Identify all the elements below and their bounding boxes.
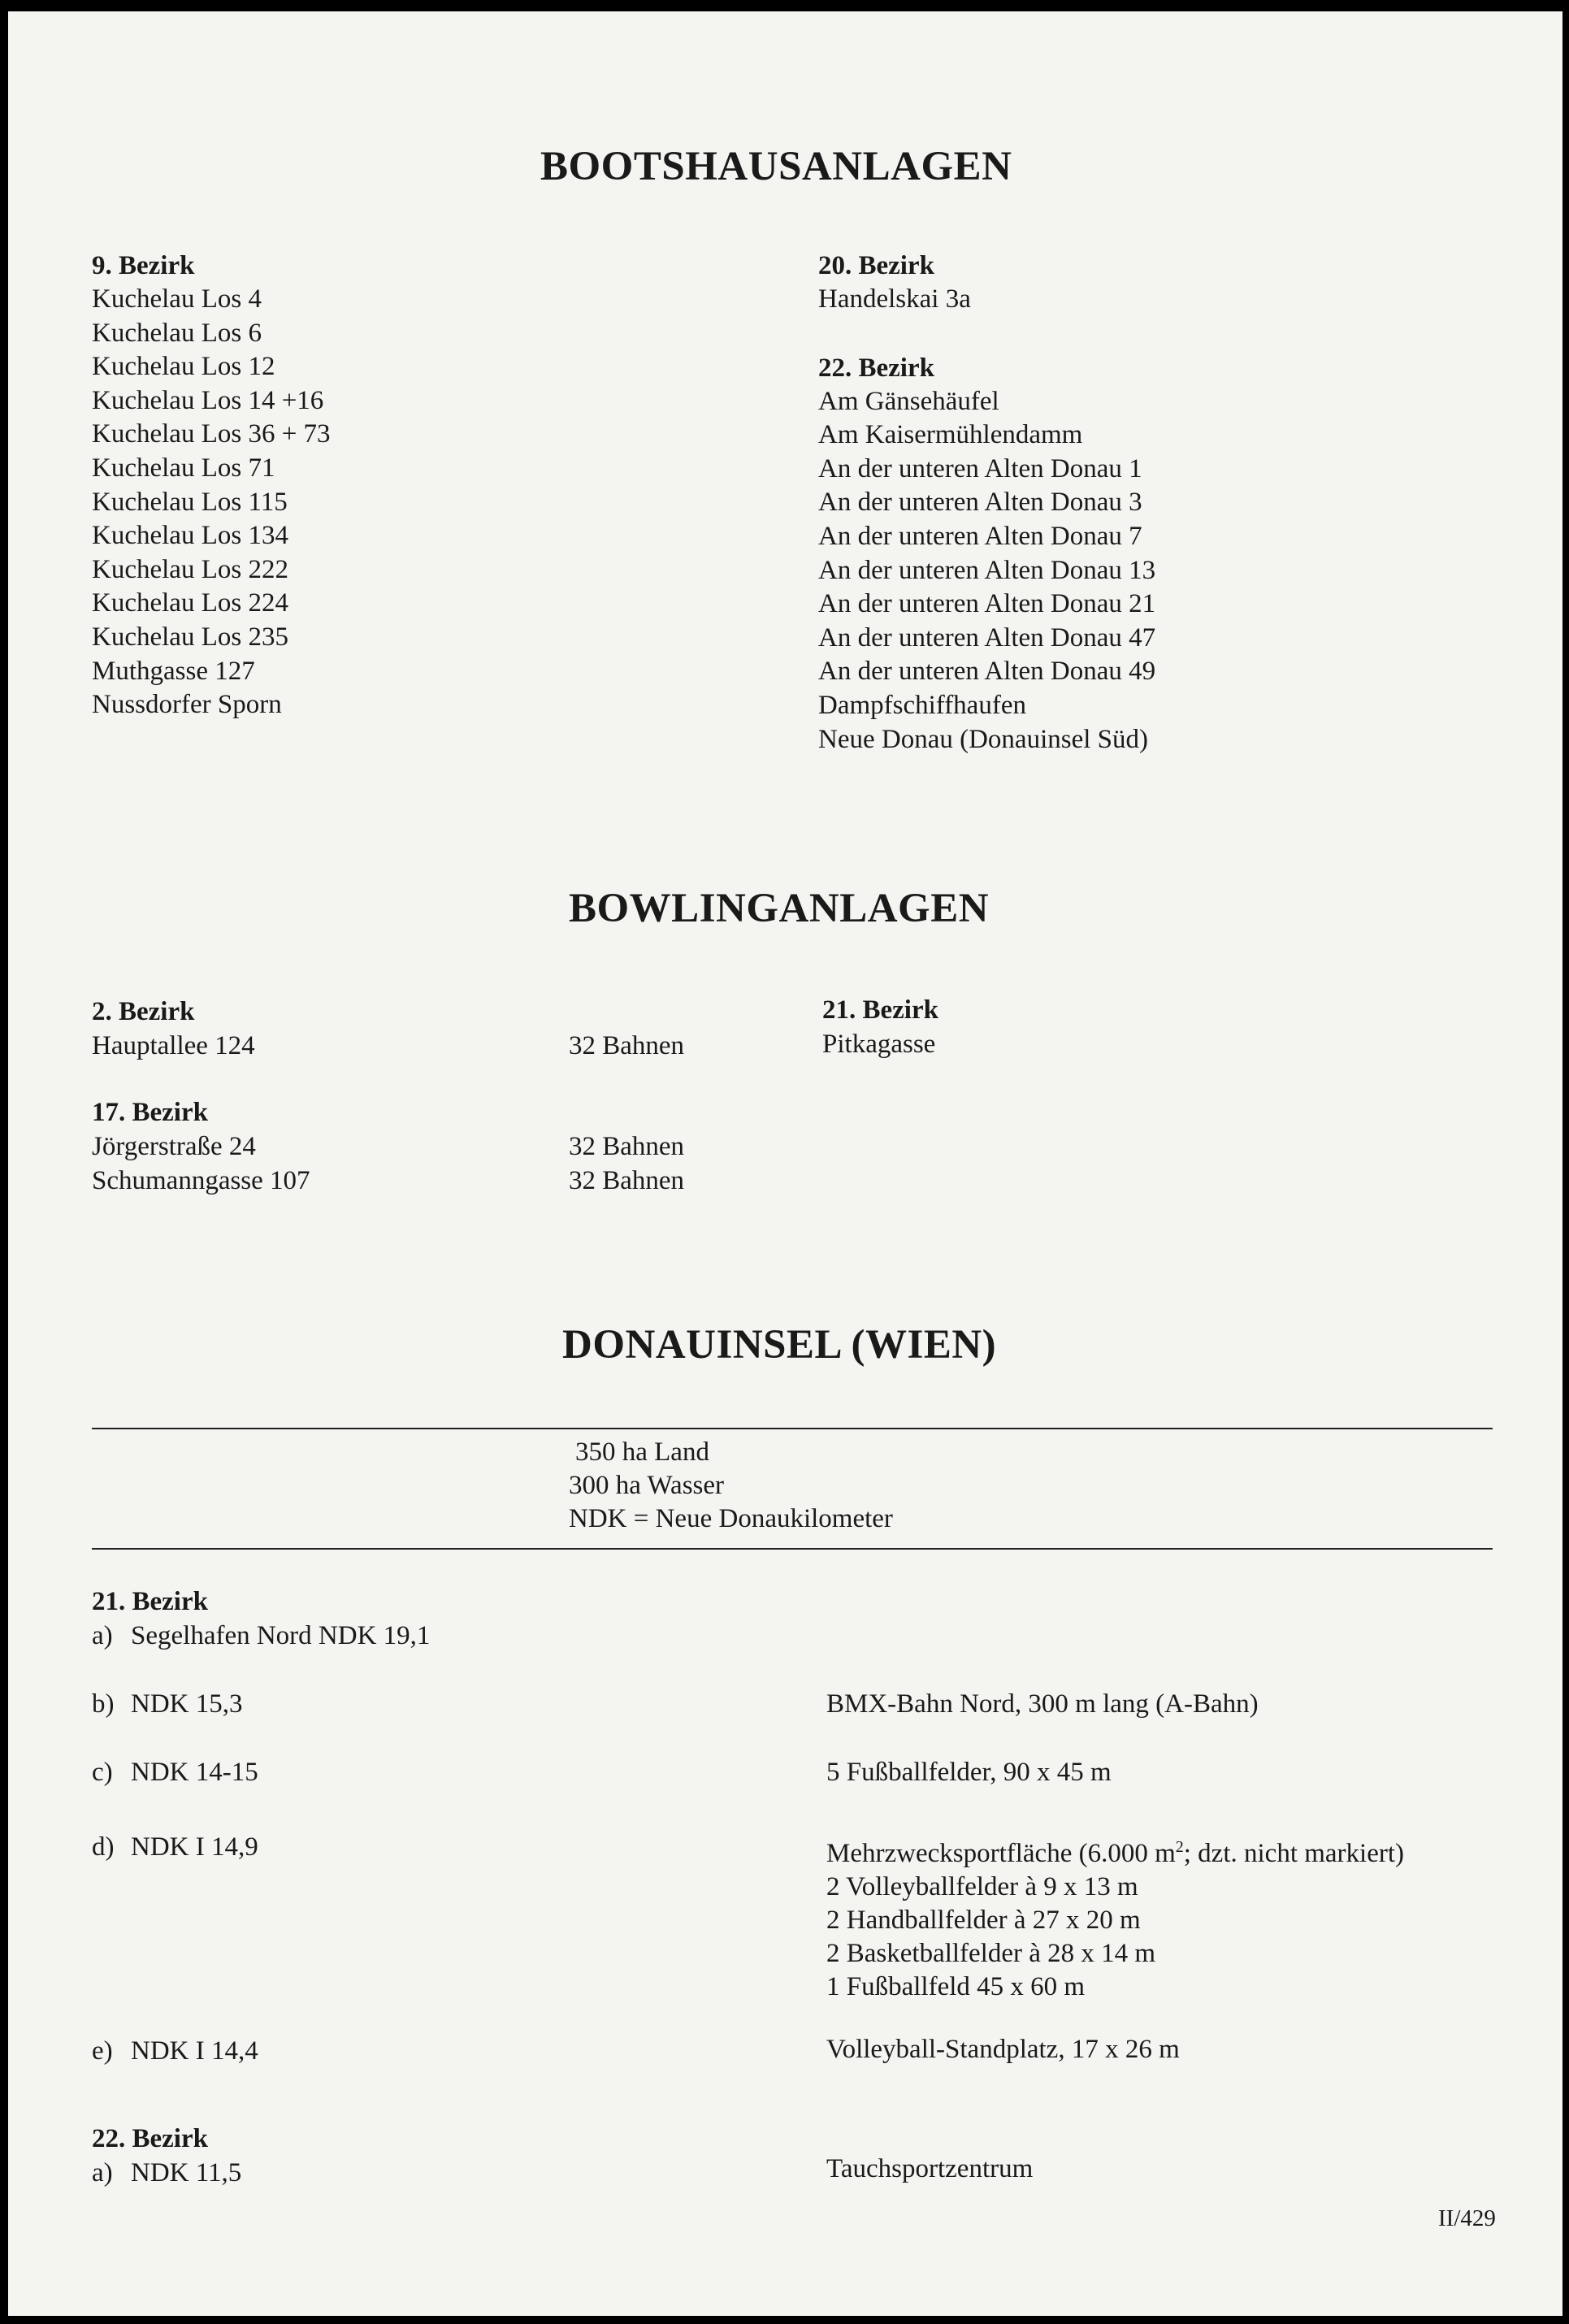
item-letter: d) [92,1832,115,1862]
donauinsel-item-e [92,2034,258,2068]
item-label: NDK 15,3 [131,1689,243,1719]
bowling-venue-name: Pitkagasse [822,1030,936,1059]
list-item: An der unteren Alten Donau 47 [818,622,1156,653]
list-item: Kuchelau Los 6 [92,318,262,348]
donauinsel-item-d [92,1830,258,1864]
donauinsel-district-22-heading: 22. Bezirk [92,2124,208,2153]
list-item: Kuchelau Los 222 [92,554,288,584]
district-22-list [818,385,1155,757]
item-label: Segelhafen Nord NDK 19,1 [131,1621,431,1650]
description-line: BMX-Bahn Nord, 300 m lang (A-Bahn) [826,1689,1259,1719]
bowling-district-17-heading: 17. Bezirk [92,1098,208,1127]
list-item: An der unteren Alten Donau 7 [818,521,1142,551]
description-line: 2 Basketballfelder à 28 x 14 m [826,1939,1156,1968]
list-item: Kuchelau Los 224 [92,588,288,618]
list-item: Kuchelau Los 71 [92,453,275,483]
description-line: 1 Fußballfeld 45 x 60 m [826,1972,1086,2001]
list-item: Nussdorfer Sporn [92,690,282,720]
list-item: Am Gänsehäufel [818,386,999,416]
list-item: An der unteren Alten Donau 21 [818,589,1156,619]
list-item: Kuchelau Los 134 [92,521,288,551]
item-label: NDK 11,5 [131,2158,242,2187]
bootshaus-col2 [818,249,1155,757]
list-item: Kuchelau Los 115 [92,487,288,517]
list-item: An der unteren Alten Donau 3 [818,488,1142,518]
district-9-heading: 9. Bezirk [92,251,195,280]
description-line: Volleyball-Standplatz, 17 x 26 m [826,2035,1180,2064]
list-item: Kuchelau Los 4 [92,284,262,314]
divider-bottom [92,1548,1493,1550]
page-number: II/429 [1438,2205,1496,2231]
list-item: An der unteren Alten Donau 13 [818,555,1156,585]
item-letter: a) [92,2158,113,2187]
item-letter: c) [92,1758,113,1787]
donauinsel-item-22a [92,2156,241,2190]
bowling-district-21-heading: 21. Bezirk [822,995,938,1025]
district-20-heading: 20. Bezirk [818,251,934,280]
description-line: 2 Volleyballfelder à 9 x 13 m [826,1872,1138,1901]
bootshaus-heading: BOOTSHAUSANLAGEN [540,144,1012,189]
donauinsel-item-c [92,1755,258,1789]
donauinsel-item-b [92,1687,243,1721]
description-text: ; dzt. nicht markiert) [1183,1839,1405,1868]
donauinsel-district-21-heading: 21. Bezirk [92,1587,208,1616]
description-line: 2 Handballfelder à 27 x 20 m [826,1906,1141,1935]
description-text: Mehrzwecksportfläche (6.000 m [826,1839,1176,1868]
divider-top [92,1428,1493,1429]
description-line: 5 Fußballfelder, 90 x 45 m [826,1758,1112,1787]
district-20-list [818,283,1155,317]
list-item: Kuchelau Los 235 [92,622,288,652]
description-line: Tauchsportzentrum [826,2154,1034,2183]
item-label: NDK I 14,9 [131,1832,258,1862]
item-22a-description [826,2153,1033,2186]
district-9-list [92,283,331,722]
document-page [8,11,1562,2316]
description-line [826,1831,1404,1871]
bowling-lanes: 32 Bahnen [569,1031,685,1060]
item-label: NDK I 14,4 [131,2036,258,2066]
item-b-description [826,1688,1259,1721]
bowling-venue-name: Jörgerstraße 24 [92,1132,256,1161]
district-22-heading: 22. Bezirk [818,353,934,383]
list-item: Am Kaisermühlendamm [818,420,1083,450]
donauinsel-info [569,1436,893,1536]
donauinsel-heading: DONAUINSEL (WIEN) [562,1322,997,1368]
list-item: An der unteren Alten Donau 49 [818,657,1156,687]
bootshaus-col1 [92,249,331,722]
info-line-land: 350 ha Land [575,1437,709,1467]
bowling-lanes: 32 Bahnen [569,1166,685,1195]
item-letter: a) [92,1621,113,1650]
item-letter: e) [92,2036,113,2066]
list-item: Muthgasse 127 [92,656,255,686]
item-c-description [826,1756,1112,1789]
bowling-district-2-heading: 2. Bezirk [92,997,195,1026]
item-label: NDK 14-15 [131,1758,258,1787]
list-item: Handelskai 3a [818,284,971,314]
donauinsel-item-a [92,1619,430,1653]
item-letter: b) [92,1689,115,1719]
bowling-venue-name: Hauptallee 124 [92,1031,255,1060]
list-item: Dampfschiffhaufen [818,690,1026,720]
bowling-heading: BOWLINGANLAGEN [569,886,990,931]
list-item: Kuchelau Los 36 + 73 [92,419,331,449]
bowling-lanes: 32 Bahnen [569,1132,685,1161]
list-item: Neue Donau (Donauinsel Süd) [818,724,1148,754]
list-item: Kuchelau Los 14 +16 [92,385,324,415]
bowling-venue-name: Schumanngasse 107 [92,1166,310,1195]
info-line-ndk: NDK = Neue Donaukilometer [569,1504,893,1533]
list-item: Kuchelau Los 12 [92,352,275,382]
item-d-description [826,1831,1404,2004]
item-e-description [826,2033,1180,2066]
superscript: 2 [1175,1838,1184,1856]
info-line-water: 300 ha Wasser [569,1471,725,1500]
list-item: An der unteren Alten Donau 1 [818,453,1142,483]
